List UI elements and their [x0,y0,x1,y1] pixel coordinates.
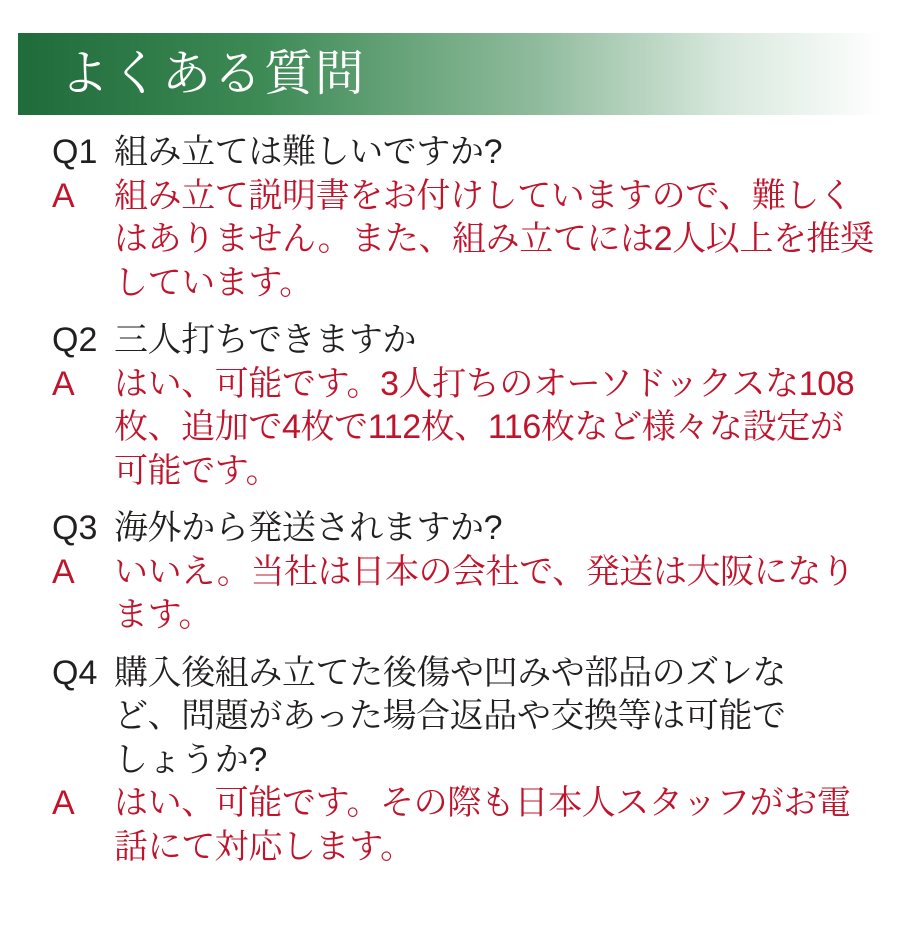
question-marker: Q4 [52,653,98,692]
answer-marker: A [52,176,75,215]
answer-marker: A [52,364,75,403]
faq-item-3 [52,507,876,638]
faq-question-row [52,131,876,175]
header-banner [18,33,882,115]
faq-question-row-cont [52,695,876,739]
question-text: 海外から発送されますか? [114,509,503,548]
faq-answer-row [52,363,876,494]
answer-text: いいえ。当社は日本の会社で、発送は大阪になります。 [114,552,855,635]
faq-question-row [52,507,876,551]
question-marker: Q1 [52,133,98,171]
answer-text: 組み立て説明書をお付けしていますので、難しくはありません。また、組み立てには2人以上を推奨しています。 [114,176,874,302]
question-text-line-1: 購入後組み立てた後傷や凹みや部品のズレな [114,653,786,692]
question-marker: Q2 [52,321,98,360]
answer-text: はい、可能です。その際も日本人スタッフがお電話にて対応します。 [114,784,851,866]
answer-text: はい、可能です。3人打ちのオーソドックスな108枚、追加で4枚で112枚、116枚など様々な設定が可能です。 [114,364,855,490]
faq-question-row [52,652,876,696]
faq-answer-row [52,551,876,638]
answer-marker: A [52,552,75,591]
answer-marker: A [52,784,75,823]
faq-question-row-cont [52,739,876,783]
question-marker: Q3 [52,509,98,548]
faq-item-1 [52,131,876,305]
faq-answer-row [52,782,876,869]
question-text-line-2: ど、問題があった場合返品や交換等は可能で [114,697,786,736]
faq-page [0,33,900,933]
question-text: 三人打ちできますか [114,321,417,360]
question-text: 組み立ては難しいですか? [114,133,503,171]
question-text-line-3: しょうか? [114,740,267,779]
faq-item-2 [52,319,876,493]
faq-list [0,131,900,869]
page-title: よくある質問 [60,46,367,101]
faq-answer-row [52,175,876,306]
faq-item-4 [52,652,876,870]
faq-question-row [52,319,876,363]
